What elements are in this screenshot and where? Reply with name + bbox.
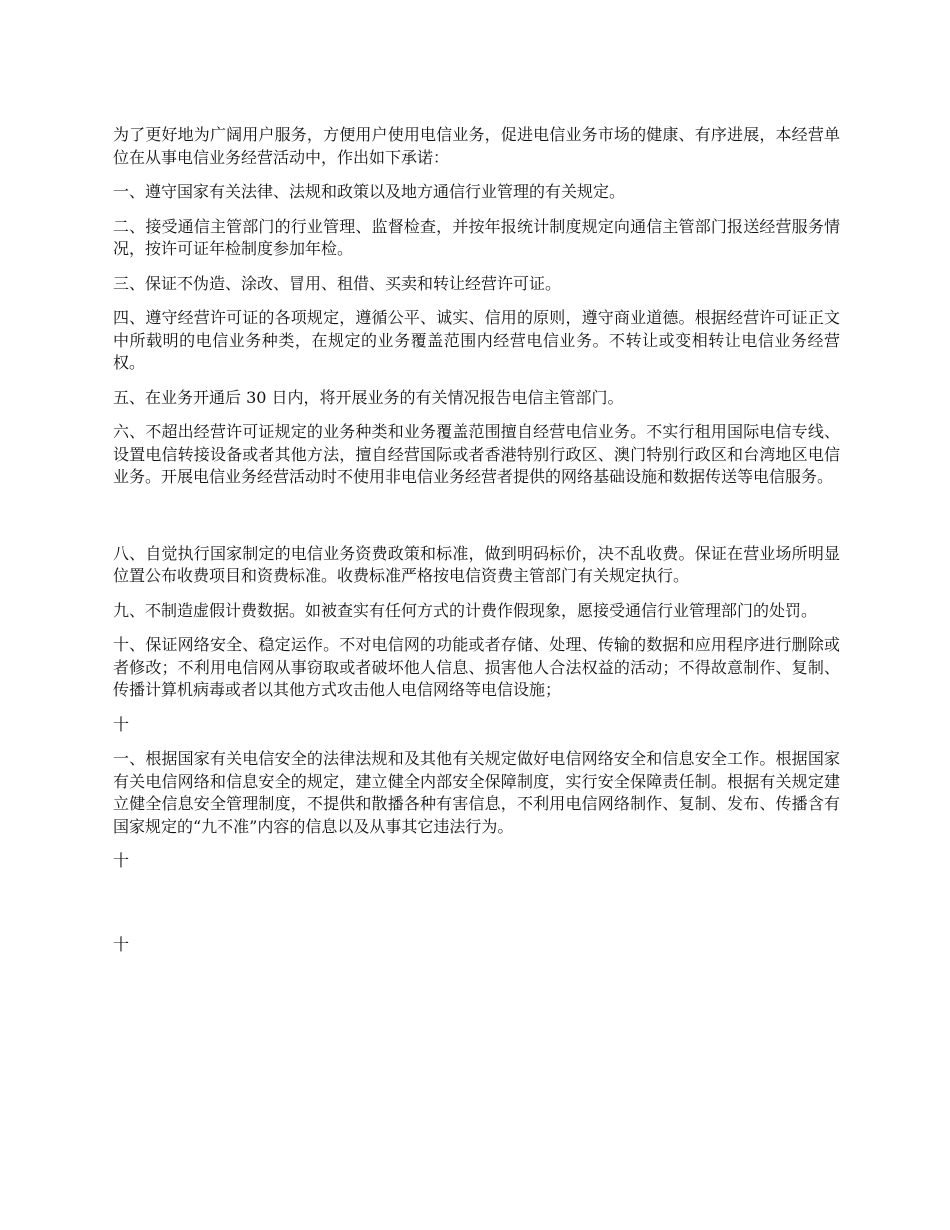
document-body (113, 124, 840, 968)
numeral-fragment: 十 (113, 714, 130, 734)
commitment-9-paragraph: 九、不制造虚假计费数据。如被查实有任何方式的计费作假现象，愿接受通信行业管理部门的处罚。 (113, 600, 818, 620)
numeral-fragment: 十 (113, 851, 130, 870)
commitment-6-paragraph: 六、不超出经营许可证规定的业务种类和业务覆盖范围擅自经营电信业务。不实行租用国际电信专线、设置电信转接设备或者其他方法，擅自经营国际或者香港特别行政区、澳门特别行政区和台湾地区电信业务。开展电信业务经营活动时不使用非电信业务经营者提供的网络基础设施和数据传送等电信服务。 (113, 422, 840, 486)
numeral-fragment: 十 (113, 934, 130, 954)
blank-gap (113, 885, 840, 934)
intro-paragraph: 为了更好地为广阔用户服务，方便用户使用电信业务，促进电信业务市场的健康、有序进展，本经营单位在从事电信业务经营活动中，作出如下承诺： (113, 125, 840, 167)
commitment-11-paragraph: 一、根据国家有关电信安全的法律法规和及其他有关规定做好电信网络安全和信息安全工作。根据国家有关电信网络和信息安全的规定，建立健全内部安全保障制度，实行安全保障责任制。根据有关规定建立健全信息安全管理制度，不提供和散播各种有害信息，不利用电信网络制作、复制、发布、传播含有国家规定的“九不准”内容的信息以及从事其它违法行为。 (113, 749, 840, 836)
commitment-10-paragraph: 十、保证网络安全、稳定运作。不对电信网的功能或者存储、处理、传输的数据和应用程序进行删除或者修改；不利用电信网从事窃取或者破坏他人信息、损害他人合法权益的活动；不得故意制作、复制、传播计算机病毒或者以其他方式攻击他人电信网络等电信设施； (113, 635, 840, 699)
commitment-4-paragraph: 四、遵守经营许可证的各项规定，遵循公平、诚实、信用的原则，遵守商业道德。根据经营许可证正文中所载明的电信业务种类，在规定的业务覆盖范围内经营电信业务。不转让或变相转让电信业务经营权。 (113, 308, 840, 372)
commitment-2-paragraph: 二、接受通信主管部门的行业管理、监督检查，并按年报统计制度规定向通信主管部门报送经营服务情况，按许可证年检制度参加年检。 (113, 216, 840, 258)
commitment-1-paragraph: 一、遵守国家有关法律、法规和政策以及地方通信行业管理的有关规定。 (113, 182, 626, 201)
commitment-3-paragraph: 三、保证不伪造、涂改、冒用、租借、买卖和转让经营许可证。 (113, 273, 562, 293)
commitment-5-paragraph: 五、在业务开通后 30 日内，将开展业务的有关情况报告电信主管部门。 (113, 387, 624, 407)
blank-gap (113, 501, 840, 543)
commitment-8-paragraph: 八、自觉执行国家制定的电信业务资费政策和标准，做到明码标价，决不乱收费。保证在营业场所明显位置公布收费项目和资费标准。收费标准严格按电信资费主管部门有关规定执行。 (113, 543, 840, 585)
